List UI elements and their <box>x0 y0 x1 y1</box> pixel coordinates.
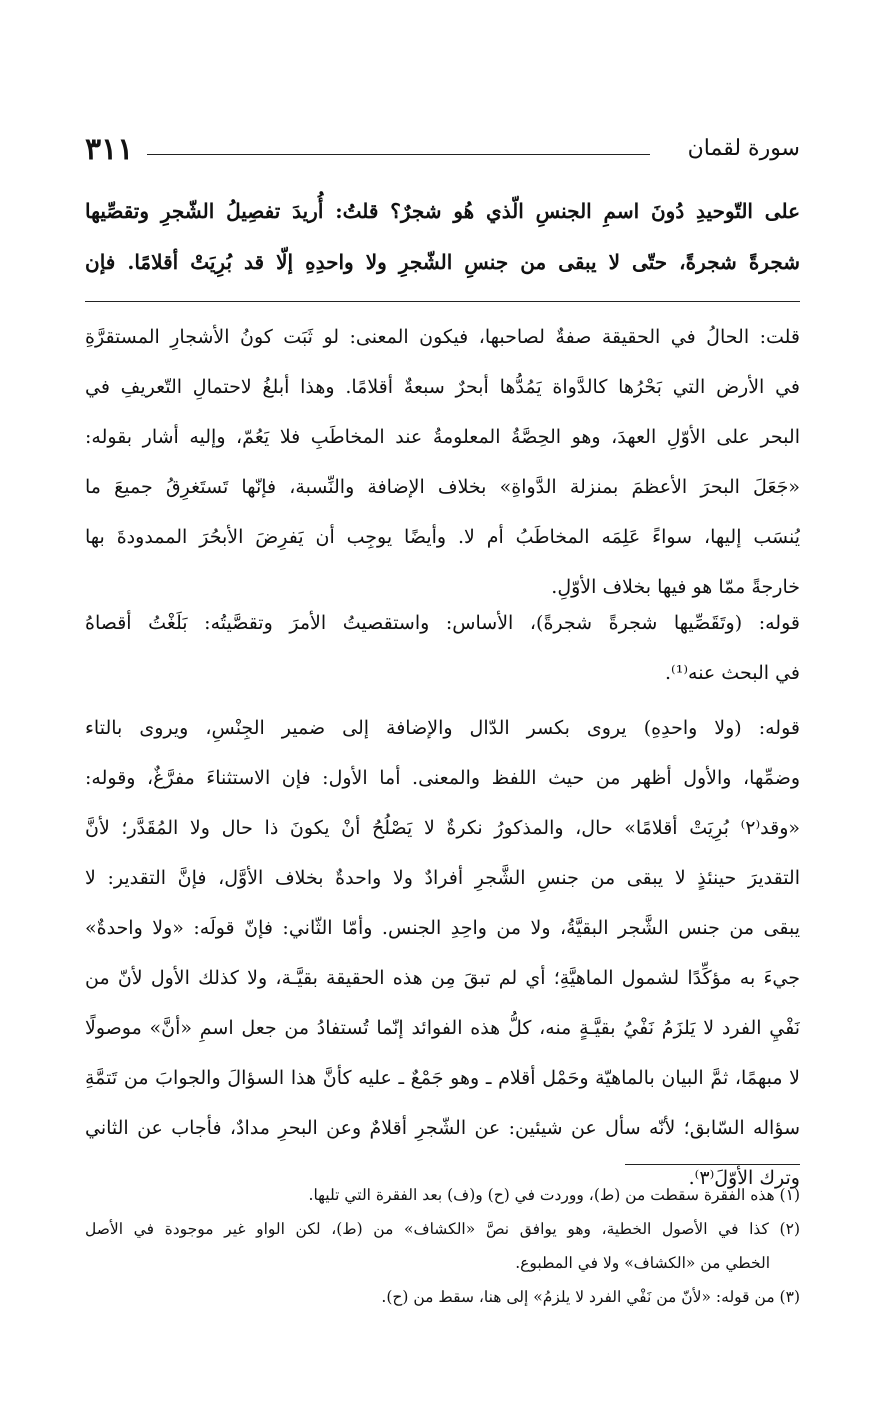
text-line: يُنسَب إليها، سواءً عَلِمَه المخاطَبُ أم لا. وأيضًا يوجِب أن يَفرِضَ الأبحُرَ الممدودةَ بها <box>85 526 800 548</box>
footnote-2: (٢) كذا في الأصول الخطية، وهو يوافق نصَّ «الكشاف» من (ط)، لكن الواو غير موجودة في الأصل <box>85 1220 800 1238</box>
header-rule <box>147 154 650 155</box>
text-line: خارجةً ممّا هو فيها بخلاف الأوّلِ. <box>551 576 800 598</box>
page-number: ٣١١ <box>85 132 134 167</box>
footnote-1: (١) هذه الفقرة سقطت من (ط)، ووردت في (ح) و(ف) بعد الفقرة التي تليها. <box>308 1186 800 1204</box>
text-line: قوله: (ولا واحدِهِ) يروى بكسر الدّال والإضافة إلى ضمير الجِنْسِ، ويروى بالتاء <box>85 717 800 739</box>
commentary-paragraph <box>85 703 800 1203</box>
text-line: لا مبهمًا، ثمَّ البيان بالماهيّة وحَمْل أقلام ـ وهو جَمْعٌ ـ عليه كأنَّ هذا السؤالَ والجوابَ من تَتمَّةِ <box>85 1067 800 1089</box>
text-line: البحر على الأوّلِ العهدَ، وهو الحِصَّةُ المعلومةُ عند المخاطَبِ فلا يَعُمّ، وإليه أشار بقوله: <box>85 426 800 448</box>
footnotes <box>85 1178 800 1314</box>
text-line: قلت: الحالُ في الحقيقة صفةٌ لصاحبها، فيكون المعنى: لو ثَبَت كونُ الأشجارِ المستقرَّةِ <box>85 326 800 348</box>
footnote-rule <box>625 1164 800 1165</box>
text-line: في الأرض التي بَحْرُها كالدَّواة يَمُدُّها أبحرٌ سبعةٌ أقلامًا. وهذا أبلغُ لاحتمالِ التّعريفِ في <box>85 376 800 398</box>
text-line: وضمِّها، والأول أظهر من حيث اللفظ والمعنى. أما الأول: فإن الاستثناءَ مفرَّغٌ، وقوله: <box>85 767 800 789</box>
text-line: «جَعَلَ البحرَ الأعظمَ بمنزلة الدَّواةِ» بخلاف الإضافة والنِّسبة، فإنّها تَستَغرِقُ جميعَ ما <box>85 476 800 498</box>
main-text-rule <box>85 301 800 302</box>
text-line: جيءَ به مؤكِّدًا لشمول الماهيَّةِ؛ أي لم تبقَ مِن هذه الحقيقة بقيَّـة، ولا كذلك الأول لأنّ من <box>85 967 800 989</box>
footnote-3: (٣) من قوله: «لأنّ من نَفْي الفرد لا يلزمُ» إلى هنا، سقط من (ح). <box>381 1288 800 1306</box>
text-line: في البحث عنه⁽¹⁾. <box>665 662 800 684</box>
running-title: سورة لقمان <box>687 136 800 161</box>
text-line: «وقد⁽٢⁾ بُرِيَتْ أقلامًا» حال، والمذكورُ نكرةٌ لا يَصْلُحُ أنْ يكونَ ذا حال ولا المُقَدَّر؛ لأنَّ <box>85 817 800 839</box>
text-line: وترك الأوّلَ⁽٣⁾. <box>688 1167 800 1189</box>
kashshaf-line: شجرةً شجرةً، حتّى لا يبقى من جنسِ الشّجرِ ولا واحدِهِ إلّا قد بُرِيَتْ أقلامًا. فإن <box>85 250 800 274</box>
commentary-paragraph <box>85 598 800 698</box>
kashshaf-line: على التّوحيدِ دُونَ اسمِ الجنسِ الّذي هُو شجرٌ؟ قلتُ: أُريدَ تفصِيلُ الشّجرِ وتقصِّيها <box>85 199 800 223</box>
text-line: نَفْيِ الفرد لا يَلزَمُ نَفْيُ بقيَّـةٍ منه، كلُّ هذه الفوائد إنّما تُستفادُ من جعل اسمِ «أنَّ» موصولًا <box>85 1017 800 1039</box>
page-header <box>85 132 800 172</box>
footnote-2-continuation: الخطي من «الكشاف» ولا في المطبوع. <box>515 1254 770 1272</box>
text-line: يبقى من جنس الشَّجر البقيَّةُ، ولا من واحِدِ الجنس. وأمّا الثّاني: فإنّ قولَه: «ولا واحدةٌ» <box>85 917 800 939</box>
commentary-paragraph <box>85 312 800 612</box>
text-line: سؤاله السّابق؛ لأنّه سأل عن شيئين: عن الشّجرِ أقلامٌ وعن البحرِ مدادٌ، فأجاب عن الثاني <box>85 1117 800 1139</box>
text-line: قوله: (وتَقَصِّيها شجرةً شجرةً)، الأساس: واستقصيتُ الأمرَ وتقصَّيتُه: بَلَغْتُ أقصاهُ <box>85 612 800 634</box>
text-line: التقديرَ حينئذٍ لا يبقى من جنسِ الشَّجرِ أفرادٌ ولا واحدةٌ بخلاف الأوَّل، فإنَّ التقدير: لا <box>85 867 800 889</box>
kashshaf-text <box>85 186 800 288</box>
